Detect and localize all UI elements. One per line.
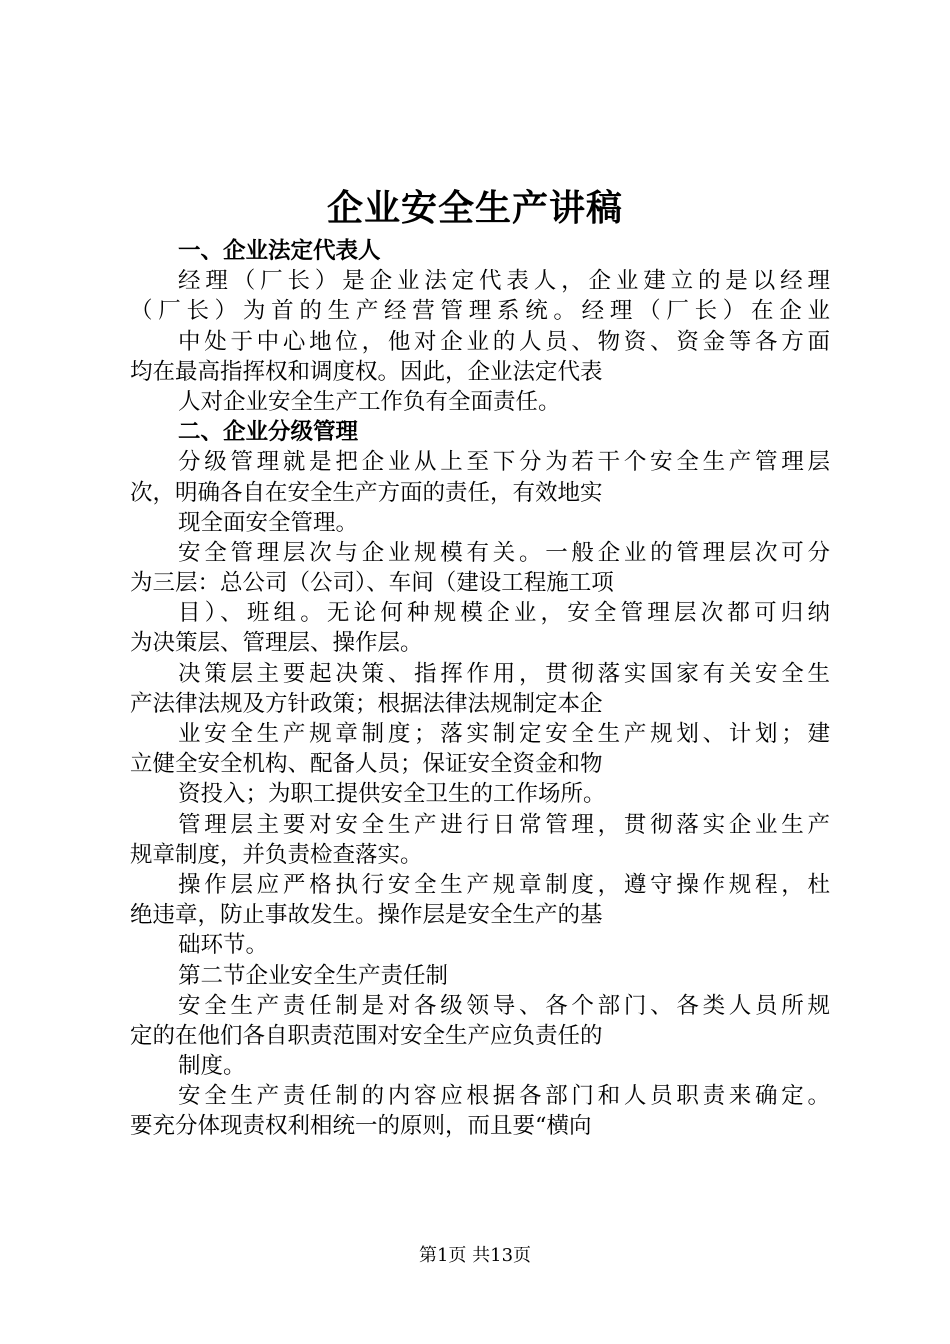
paragraph-line: 决策层主要起决策、指挥作用，贯彻落实国家有关安全生 bbox=[178, 660, 830, 687]
paragraph-line: 目）、班组。无论何种规模企业，安全管理层次都可归纳 bbox=[178, 600, 830, 627]
section-heading: 一、企业法定代表人 bbox=[178, 238, 381, 264]
paragraph-line: 管理层主要对安全生产进行日常管理，贯彻落实企业生产 bbox=[178, 811, 830, 838]
paragraph-line: 安全生产责任制是对各级领导、各个部门、各类人员所规 bbox=[178, 992, 830, 1019]
paragraph-line: 制度。 bbox=[178, 1053, 246, 1080]
paragraph-line: 分级管理就是把企业从上至下分为若干个安全生产管理层 bbox=[178, 449, 830, 476]
paragraph-line: 产法律法规及方针政策；根据法律法规制定本企 bbox=[130, 690, 603, 717]
paragraph-line: 现全面安全管理。 bbox=[178, 509, 359, 536]
paragraph-line: 础环节。 bbox=[178, 932, 269, 959]
paragraph-line: 人对企业安全生产工作负有全面责任。 bbox=[178, 388, 561, 415]
paragraph-line: 规章制度，并负责检查落实。 bbox=[130, 841, 423, 868]
paragraph-line: 均在最高指挥权和调度权。因此，企业法定代表 bbox=[130, 358, 603, 385]
paragraph-line: 安全管理层次与企业规模有关。一般企业的管理层次可分 bbox=[178, 539, 830, 566]
page-footer: 第1页 共13页 bbox=[418, 1245, 532, 1266]
paragraph-line: 经理（厂长）是企业法定代表人，企业建立的是以经理 bbox=[178, 268, 830, 295]
document-title: 企业安全生产讲稿 bbox=[326, 188, 623, 229]
paragraph-line: 资投入；为职工提供安全卫生的工作场所。 bbox=[178, 781, 606, 808]
paragraph-line: 为三层：总公司（公司）、车间（建设工程施工项 bbox=[130, 570, 614, 597]
paragraph-line: 次，明确各自在安全生产方面的责任，有效地实 bbox=[130, 479, 603, 506]
paragraph-line: （厂长）为首的生产经营管理系统。经理（厂长）在企业 bbox=[130, 298, 830, 325]
paragraph-line: 操作层应严格执行安全生产规章制度，遵守操作规程，杜 bbox=[178, 871, 830, 898]
paragraph-line: 绝违章，防止事故发生。操作层是安全生产的基 bbox=[130, 902, 603, 929]
section-heading: 二、企业分级管理 bbox=[178, 419, 359, 446]
paragraph-line: 定的在他们各自职责范围对安全生产应负责任的 bbox=[130, 1022, 603, 1049]
paragraph-line: 中处于中心地位，他对企业的人员、物资、资金等各方面 bbox=[178, 328, 830, 355]
paragraph-line: 立健全安全机构、配备人员；保证安全资金和物 bbox=[130, 751, 603, 778]
paragraph-line: 为决策层、管理层、操作层。 bbox=[130, 630, 423, 657]
subsection-heading: 第二节企业安全生产责任制 bbox=[178, 962, 449, 989]
paragraph-line: 业安全生产规章制度；落实制定安全生产规划、计划；建 bbox=[178, 721, 830, 747]
paragraph-line: 安全生产责任制的内容应根据各部门和人员职责来确定。 bbox=[178, 1083, 830, 1110]
document-body bbox=[130, 236, 830, 1142]
paragraph-line: 要充分体现责权利相统一的原则，而且要“横向 bbox=[130, 1113, 592, 1140]
